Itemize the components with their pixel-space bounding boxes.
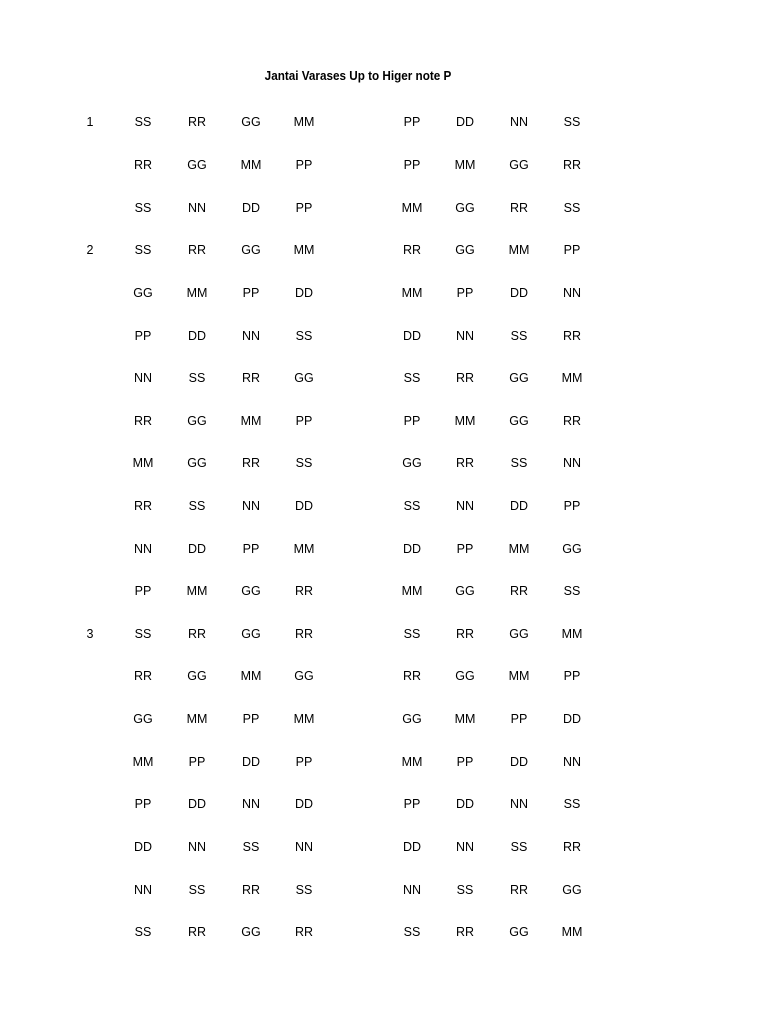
note-cell-left: GG — [133, 286, 153, 300]
note-cell-right: MM — [561, 925, 583, 939]
note-cell-left: MM — [186, 712, 208, 726]
note-cell-right: DD — [402, 840, 422, 854]
note-cell-left: RR — [133, 499, 153, 513]
note-cell-right: RR — [402, 243, 422, 257]
note-cell-right: SS — [403, 371, 421, 385]
note-cell-right: PP — [403, 115, 421, 129]
note-cell-left: SS — [242, 840, 260, 854]
note-cell-right: MM — [508, 542, 530, 556]
note-cell-left: GG — [241, 115, 261, 129]
note-cell-left: GG — [133, 712, 153, 726]
note-cell-left: NN — [133, 883, 153, 897]
note-cell-right: PP — [563, 243, 581, 257]
note-cell-right: DD — [509, 499, 529, 513]
note-cell-right: SS — [563, 584, 581, 598]
note-cell-left: GG — [241, 627, 261, 641]
note-cell-left: GG — [241, 243, 261, 257]
note-cell-left: DD — [294, 499, 314, 513]
note-cell-left: GG — [187, 456, 207, 470]
note-cell-right: RR — [402, 669, 422, 683]
note-cell-left: NN — [133, 542, 153, 556]
note-cell-left: PP — [134, 584, 152, 598]
note-cell-right: GG — [562, 542, 582, 556]
note-cell-left: PP — [295, 158, 313, 172]
note-cell-right: DD — [509, 755, 529, 769]
note-cell-right: GG — [455, 243, 475, 257]
note-cell-right: NN — [402, 883, 422, 897]
note-cell-right: NN — [562, 755, 582, 769]
note-cell-right: PP — [510, 712, 528, 726]
note-cell-left: RR — [187, 925, 207, 939]
note-cell-left: NN — [133, 371, 153, 385]
note-cell-left: PP — [242, 542, 260, 556]
note-cell-left: SS — [295, 329, 313, 343]
note-cell-left: MM — [293, 542, 315, 556]
note-cell-left: DD — [294, 797, 314, 811]
note-cell-left: DD — [241, 755, 261, 769]
note-cell-right: PP — [403, 414, 421, 428]
note-cell-right: PP — [563, 499, 581, 513]
note-cell-right: SS — [510, 456, 528, 470]
note-cell-right: PP — [456, 755, 474, 769]
note-cell-right: PP — [403, 158, 421, 172]
row-number: 3 — [86, 627, 94, 641]
note-cell-left: PP — [295, 414, 313, 428]
note-cell-right: RR — [455, 627, 475, 641]
note-cell-right: MM — [454, 414, 476, 428]
note-cell-left: GG — [294, 371, 314, 385]
note-cell-right: SS — [563, 201, 581, 215]
note-cell-right: RR — [455, 925, 475, 939]
note-cell-left: GG — [241, 584, 261, 598]
note-cell-right: DD — [402, 329, 422, 343]
note-cell-right: GG — [509, 414, 529, 428]
note-cell-right: MM — [561, 371, 583, 385]
note-cell-left: SS — [188, 371, 206, 385]
note-cell-right: GG — [509, 627, 529, 641]
note-cell-left: RR — [294, 627, 314, 641]
note-cell-right: PP — [563, 669, 581, 683]
note-cell-right: NN — [509, 115, 529, 129]
note-cell-right: MM — [454, 712, 476, 726]
note-cell-left: DD — [133, 840, 153, 854]
note-cell-right: RR — [562, 414, 582, 428]
note-cell-right: MM — [401, 755, 423, 769]
note-cell-right: MM — [401, 584, 423, 598]
note-cell-left: MM — [240, 669, 262, 683]
note-cell-left: GG — [294, 669, 314, 683]
note-cell-left: PP — [242, 712, 260, 726]
note-cell-left: DD — [241, 201, 261, 215]
note-cell-right: RR — [455, 371, 475, 385]
note-cell-left: GG — [241, 925, 261, 939]
note-cell-left: RR — [187, 115, 207, 129]
note-cell-right: SS — [563, 115, 581, 129]
note-cell-right: RR — [562, 840, 582, 854]
note-cell-left: RR — [294, 584, 314, 598]
note-cell-right: RR — [509, 584, 529, 598]
note-cell-left: DD — [187, 329, 207, 343]
note-cell-right: NN — [509, 797, 529, 811]
note-cell-right: SS — [403, 925, 421, 939]
note-cell-right: NN — [455, 499, 475, 513]
note-cell-right: GG — [455, 584, 475, 598]
note-cell-right: SS — [563, 797, 581, 811]
note-cell-left: NN — [241, 329, 261, 343]
note-cell-right: NN — [455, 329, 475, 343]
note-cell-right: DD — [562, 712, 582, 726]
note-cell-left: NN — [294, 840, 314, 854]
note-cell-left: MM — [240, 158, 262, 172]
note-cell-left: SS — [134, 201, 152, 215]
note-cell-left: RR — [187, 243, 207, 257]
note-cell-right: SS — [403, 627, 421, 641]
note-cell-left: MM — [186, 286, 208, 300]
note-cell-right: PP — [403, 797, 421, 811]
note-cell-right: MM — [401, 201, 423, 215]
note-cell-left: SS — [188, 499, 206, 513]
note-cell-right: RR — [562, 158, 582, 172]
note-cell-left: RR — [241, 883, 261, 897]
note-cell-left: RR — [133, 158, 153, 172]
note-cell-right: DD — [402, 542, 422, 556]
note-cell-left: SS — [134, 627, 152, 641]
note-cell-left: MM — [293, 243, 315, 257]
row-number: 1 — [86, 115, 94, 129]
note-cell-right: MM — [401, 286, 423, 300]
note-cell-right: MM — [561, 627, 583, 641]
note-cell-left: SS — [134, 925, 152, 939]
note-cell-left: SS — [295, 883, 313, 897]
note-cell-right: NN — [562, 456, 582, 470]
note-cell-right: GG — [562, 883, 582, 897]
note-cell-left: RR — [133, 669, 153, 683]
note-cell-right: MM — [508, 243, 530, 257]
note-cell-left: PP — [134, 797, 152, 811]
note-cell-right: PP — [456, 542, 474, 556]
note-cell-right: DD — [455, 797, 475, 811]
note-cell-right: RR — [509, 201, 529, 215]
note-cell-right: RR — [562, 329, 582, 343]
note-cell-left: GG — [187, 158, 207, 172]
note-cell-left: RR — [133, 414, 153, 428]
note-cell-left: GG — [187, 414, 207, 428]
note-cell-left: DD — [187, 797, 207, 811]
note-cell-left: SS — [295, 456, 313, 470]
note-cell-right: NN — [455, 840, 475, 854]
note-cell-right: GG — [509, 158, 529, 172]
note-cell-left: PP — [295, 201, 313, 215]
note-cell-left: MM — [132, 456, 154, 470]
note-cell-left: MM — [186, 584, 208, 598]
note-cell-right: NN — [562, 286, 582, 300]
note-cell-right: GG — [402, 456, 422, 470]
note-cell-right: SS — [456, 883, 474, 897]
note-cell-right: SS — [403, 499, 421, 513]
note-cell-right: GG — [455, 201, 475, 215]
note-cell-right: RR — [509, 883, 529, 897]
note-cell-right: MM — [454, 158, 476, 172]
note-cell-left: MM — [293, 712, 315, 726]
note-cell-right: RR — [455, 456, 475, 470]
note-cell-left: NN — [187, 840, 207, 854]
note-cell-left: RR — [241, 456, 261, 470]
note-cell-right: PP — [456, 286, 474, 300]
note-cell-left: MM — [240, 414, 262, 428]
note-cell-right: GG — [509, 925, 529, 939]
note-cell-left: PP — [242, 286, 260, 300]
note-cell-right: DD — [509, 286, 529, 300]
note-cell-left: DD — [294, 286, 314, 300]
row-number: 2 — [86, 243, 94, 257]
note-cell-left: SS — [134, 243, 152, 257]
page-title: Jantai Varases Up to Higer note P — [264, 68, 452, 83]
note-cell-left: DD — [187, 542, 207, 556]
note-cell-left: PP — [295, 755, 313, 769]
note-cell-right: GG — [402, 712, 422, 726]
note-cell-left: MM — [293, 115, 315, 129]
note-cell-left: RR — [241, 371, 261, 385]
note-cell-left: NN — [241, 797, 261, 811]
note-cell-left: SS — [134, 115, 152, 129]
note-cell-right: GG — [455, 669, 475, 683]
note-cell-right: SS — [510, 840, 528, 854]
note-cell-left: PP — [134, 329, 152, 343]
note-cell-left: SS — [188, 883, 206, 897]
note-cell-left: GG — [187, 669, 207, 683]
note-cell-right: GG — [509, 371, 529, 385]
note-cell-right: MM — [508, 669, 530, 683]
note-cell-left: PP — [188, 755, 206, 769]
note-cell-left: MM — [132, 755, 154, 769]
note-cell-right: SS — [510, 329, 528, 343]
note-cell-left: NN — [187, 201, 207, 215]
note-cell-left: RR — [294, 925, 314, 939]
note-cell-left: NN — [241, 499, 261, 513]
note-cell-left: RR — [187, 627, 207, 641]
note-cell-right: DD — [455, 115, 475, 129]
